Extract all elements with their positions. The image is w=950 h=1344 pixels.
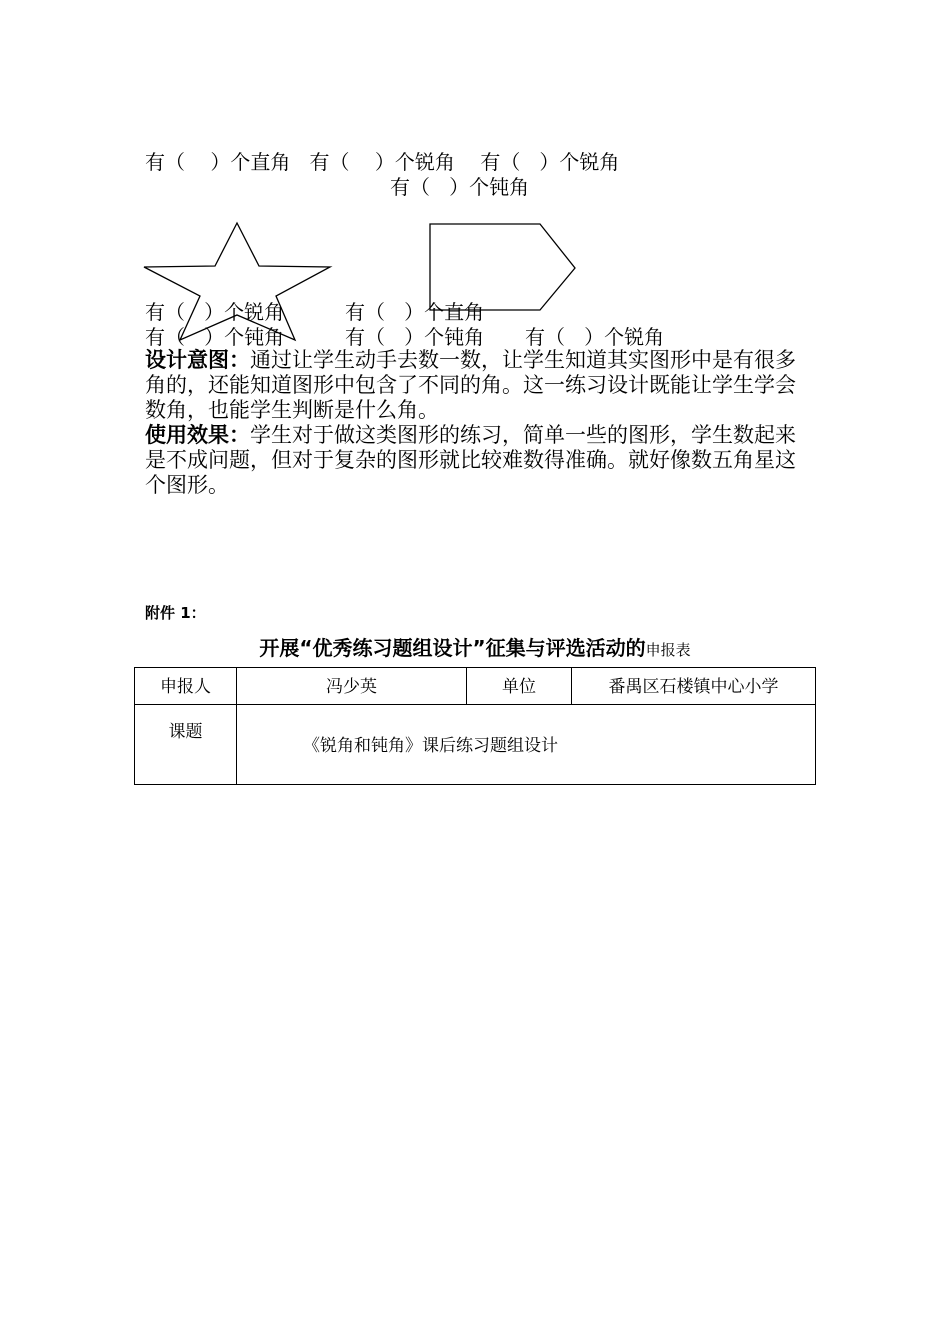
form-title-suffix: 申报表	[645, 641, 691, 659]
exercise-row-2: 有（ ）个钝角	[390, 175, 530, 199]
exercise-row-4-a: 有（ ）个钝角	[145, 325, 285, 349]
exercise-row-3-left: 有（ ）个锐角	[145, 300, 285, 324]
design-intent-label: 设计意图：	[145, 348, 250, 372]
topic-label: 课题	[135, 705, 237, 785]
design-intent-text: 通过让学生动手去数一数，让学生知道其实图形中是有很多角的，还能知道图形中包含了不同的角。这一练习设计既能让学生学会数角，也能学生判断是什么角。	[145, 348, 796, 422]
annex-label: 附件 1：	[145, 604, 206, 622]
usage-effect-text: 学生对于做这类图形的练习，简单一些的图形，学生数起来是不成问题，但对于复杂的图形就比较难数得准确。就好像数五角星这个图形。	[145, 423, 796, 497]
unit-value: 番禺区石楼镇中心小学	[572, 668, 816, 705]
unit-label: 单位	[467, 668, 572, 705]
usage-effect-label: 使用效果：	[145, 423, 250, 447]
applicant-label: 申报人	[135, 668, 237, 705]
exercise-row-4-b: 有（ ）个钝角	[345, 325, 485, 349]
form-title-main: 开展“优秀练习题组设计”征集与评选活动的	[259, 636, 646, 660]
topic-value: 《锐角和钝角》课后练习题组设计	[237, 705, 816, 785]
design-intent-paragraph	[145, 348, 815, 423]
usage-effect-paragraph	[145, 423, 815, 498]
table-row	[135, 705, 816, 785]
form-title	[0, 632, 950, 661]
applicant-value: 冯少英	[237, 668, 467, 705]
application-form-table	[134, 667, 816, 785]
exercise-row-1: 有（ ）个直角 有（ ）个锐角 有（ ）个锐角	[145, 150, 620, 174]
table-row	[135, 668, 816, 705]
exercise-row-4-c: 有（ ）个锐角	[525, 325, 665, 349]
exercise-row-3-right: 有（ ）个直角	[345, 300, 485, 324]
